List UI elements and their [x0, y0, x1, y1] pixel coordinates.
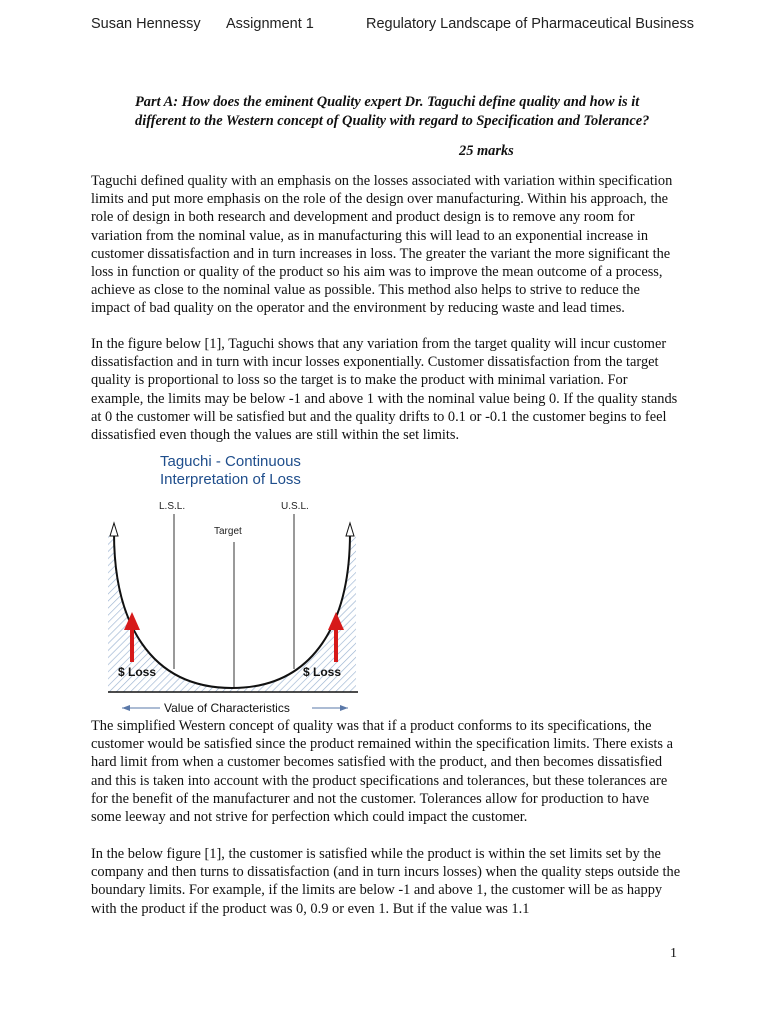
header-assignment: Assignment 1 — [226, 16, 314, 32]
left-curve-arrowhead — [110, 523, 118, 536]
paragraph-western-figure: In the below figure [1], the customer is satisfied while the product is within the set limits set by the company and then turns to dissatisfaction (and in turn incurs losses) when the quality steps outside the boundary limits. For example, if the limits are below -1 and above 1, the customer will be as happy with the product if the product was 0, 0.9 or even 1. But if the value was 1.1 — [91, 846, 681, 917]
axis-label: Value of Characteristics — [164, 701, 290, 715]
paragraph-western-concept: The simplified Western concept of quality was that if a product conforms to its specifications, the customer would be satisfied since the product remained within the specification limits. There exists a hard limit from when a customer becomes satisfied with the product, and then becomes dissatisfied and this is taken into account with the product specifications and tolerances, but these tolerances are for the benefit of the manufacturer and not the customer. Tolerances allow for production to have some leeway and not strive for perfection which could impact the customer. — [91, 718, 673, 826]
question-line-1: Part A: How does the eminent Quality expert Dr. Taguchi define quality and how is it — [135, 94, 640, 110]
axis-arrow-right-head — [340, 705, 348, 711]
lsl-label: L.S.L. — [159, 501, 186, 512]
header-author: Susan Hennessy — [91, 16, 201, 32]
question-marks: 25 marks — [459, 143, 514, 159]
question — [135, 93, 695, 131]
right-curve-arrowhead — [346, 523, 354, 536]
page-number: 1 — [670, 946, 677, 961]
loss-label-right: $ Loss — [303, 665, 342, 679]
loss-label-left: $ Loss — [118, 665, 157, 679]
taguchi-loss-diagram — [100, 446, 368, 718]
paragraph-taguchi-figure: In the figure below [1], Taguchi shows that any variation from the target quality will incur customer dissatisfaction and in turn with incur losses exponentially. Customer dissatisfaction from the target quality is proportional to loss so the target is to make the product with minimal variation. For example, the limits may be below -1 and above 1 with the nominal value being 0. If the quality stands at 0 the customer will be satisfied but and the quality drifts to 0.1 or -0.1 the customer begins to feel dissatisfied even though the values are still within the set limits. — [91, 336, 678, 444]
figure-title-line-1: Taguchi - Continuous — [160, 453, 301, 470]
axis-arrow-left-head — [122, 705, 130, 711]
usl-label: U.S.L. — [281, 501, 309, 512]
taguchi-loss-figure — [100, 446, 368, 718]
header-course: Regulatory Landscape of Pharmaceutical Business — [366, 16, 695, 32]
figure-title-line-2: Interpretation of Loss — [160, 471, 301, 488]
target-label: Target — [214, 526, 242, 537]
paragraph-taguchi-definition: Taguchi defined quality with an emphasis on the losses associated with variation within specification limits and put more emphasis on the role of the design over manufacturing. Within his approach, the role of design in both research and development and product design is to remove any room for variation from the nominal value, as in manufacturing this will lead to an exponential increase in customer dissatisfaction and in turn increases in loss. The greater the variant the more significant the loss in function or quality of the product so his aim was to improve the mean outcome of a process, achieve as close to the nominal value as possible. This method also helps to strive to reduce the impact of bad quality on the operator and the environment by reducing waste and lead times. — [91, 173, 673, 317]
question-line-2: different to the Western concept of Quality with regard to Specification and Tolerance? — [135, 113, 650, 129]
